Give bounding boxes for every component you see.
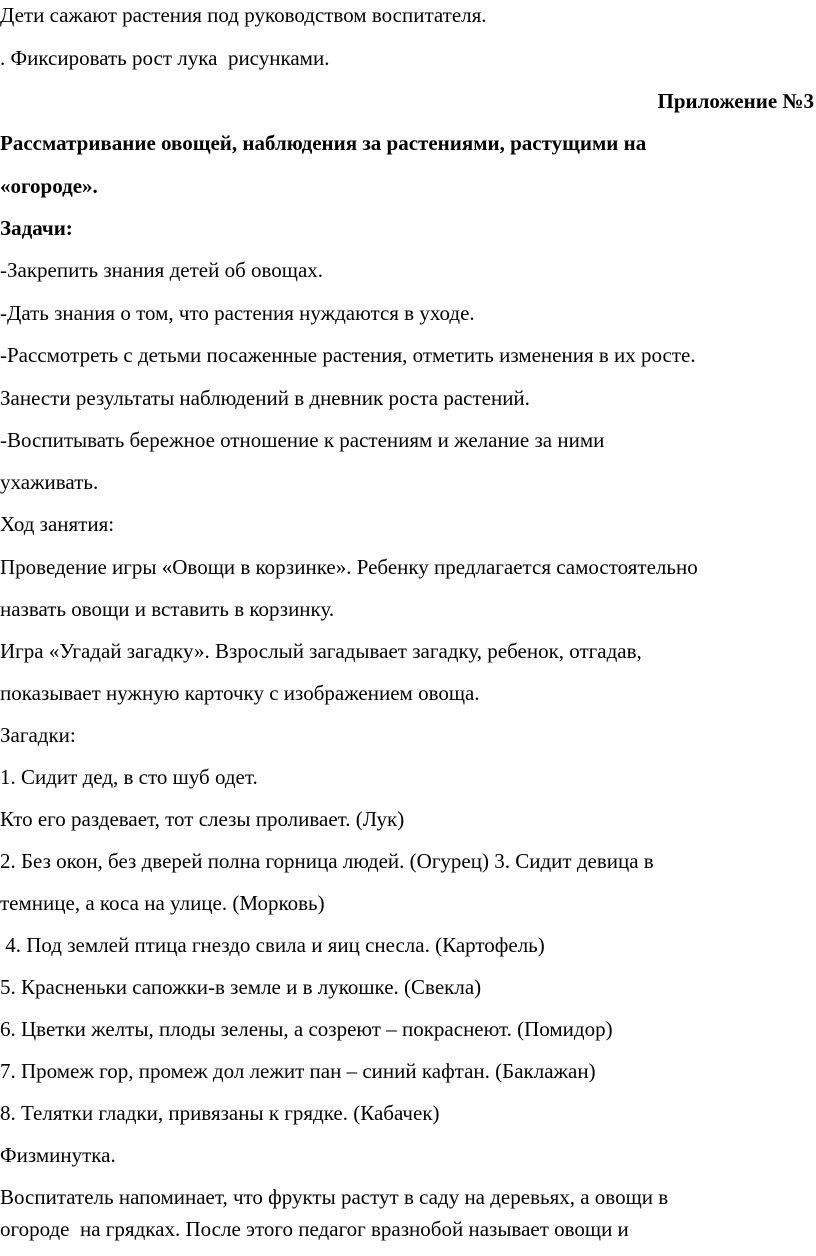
text-line: 6. Цветки желты, плоды зелены, а созреют – покраснеют. (Помидор) <box>0 1017 613 1041</box>
text-line: 5. Красненьки сапожки-в земле и в лукошке. (Свекла) <box>0 975 482 999</box>
section-title: Рассматривание овощей, наблюдения за растениями, растущими на <box>0 131 647 155</box>
text-line: 8. Телятки гладки, привязаны к грядке. (Кабачек) <box>0 1101 440 1125</box>
section-title: «огороде». <box>0 174 98 198</box>
text-line: 4. Под землей птица гнездо свила и яиц снесла. (Картофель) <box>0 933 545 957</box>
text-line: огороде на грядках. После этого педагог вразнобой называет овощи и <box>0 1217 629 1241</box>
text-line: темнице, а коса на улице. (Морковь) <box>0 891 325 915</box>
text-line: ухаживать. <box>0 470 99 494</box>
text-line: 1. Сидит дед, в сто шуб одет. <box>0 765 258 789</box>
tasks-heading: Задачи: <box>0 216 73 240</box>
text-line: Игра «Угадай загадку». Взрослый загадывает загадку, ребенок, отгадав, <box>0 639 642 663</box>
text-line: -Воспитывать бережное отношение к растениям и желание за ними <box>0 428 605 452</box>
text-line: показывает нужную карточку с изображением овоща. <box>0 681 480 705</box>
text-line: -Закрепить знания детей об овощах. <box>0 258 324 282</box>
text-line: Дети сажают растения под руководством воспитателя. <box>0 3 487 27</box>
text-line: Занести результаты наблюдений в дневник роста растений. <box>0 386 530 410</box>
text-line: 2. Без окон, без дверей полна горница людей. (Огурец) 3. Сидит девица в <box>0 849 654 873</box>
text-line: Кто его раздевает, тот слезы проливает. (Лук) <box>0 807 405 831</box>
text-line: назвать овощи и вставить в корзинку. <box>0 597 335 621</box>
text-line: Проведение игры «Овощи в корзинке». Ребенку предлагается самостоятельно <box>0 555 698 579</box>
appendix-heading: Приложение №3 <box>657 89 814 113</box>
text-line: Физминутка. <box>0 1143 116 1167</box>
text-line: . Фиксировать рост лука рисунками. <box>0 46 330 70</box>
text-line: -Дать знания о том, что растения нуждаются в уходе. <box>0 301 475 325</box>
text-line: Ход занятия: <box>0 512 115 536</box>
text-line: 7. Промеж гор, промеж дол лежит пан – синий кафтан. (Баклажан) <box>0 1059 596 1083</box>
text-line: -Рассмотреть с детьми посаженные растения, отметить изменения в их росте. <box>0 343 696 367</box>
text-line: Загадки: <box>0 723 76 747</box>
text-line: Воспитатель напоминает, что фрукты растут в саду на деревьях, а овощи в <box>0 1185 669 1209</box>
